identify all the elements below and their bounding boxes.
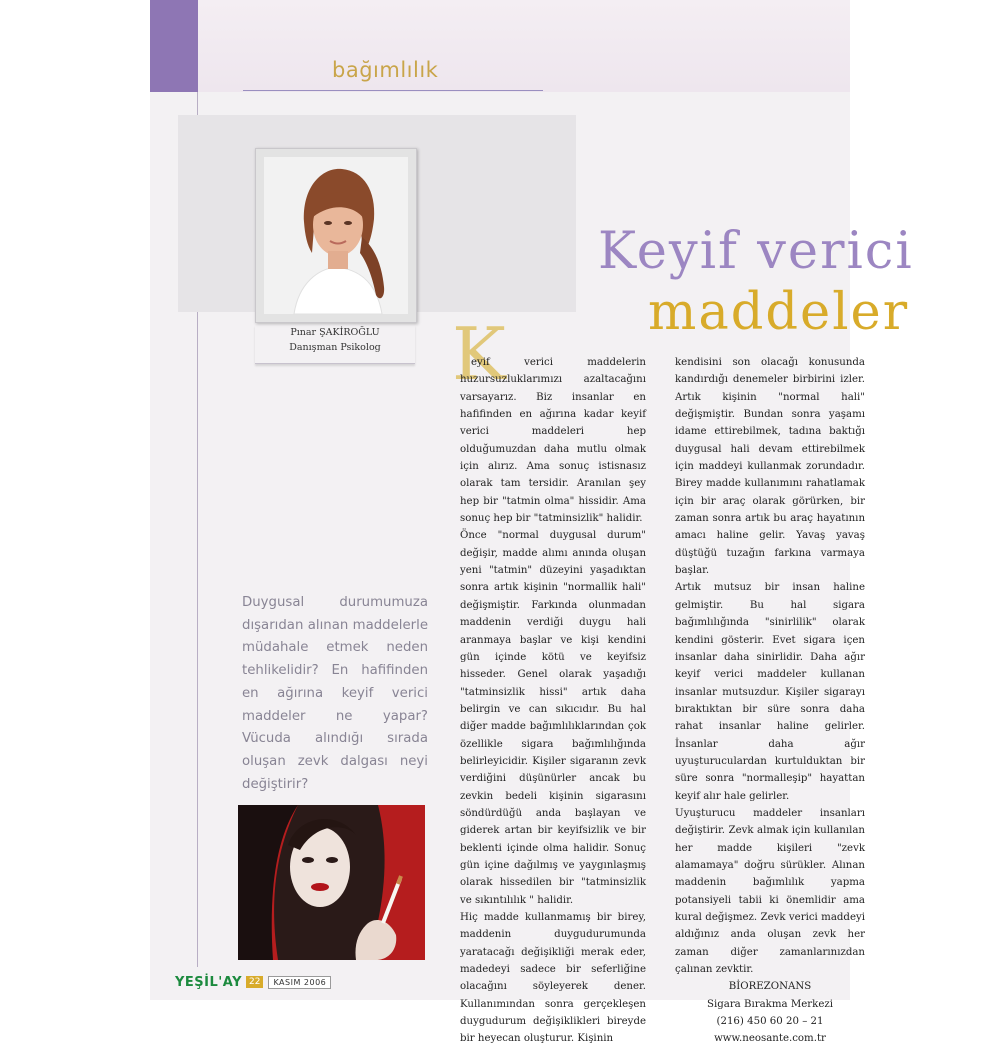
magazine-page [150, 0, 914, 1045]
signature-phone: (216) 450 60 20 – 21 [716, 1016, 824, 1028]
section-title: bağımlılık [332, 58, 439, 82]
issue-date: KASIM 2006 [268, 976, 331, 989]
article-paragraph: Önce "normal duygusal durum" değişir, madde alımı anında oluşan yeni "tatmin" düzeyini yaşadıktan sonra artık kişinin "normallik hali" değişmiştir. Farkında olunmadan maddenin verdiği duygu hali aranmaya başlar ve kişi kendini gün içinde kötü ve keyifsiz hisseder. Genel olarak yaşadığı "tatminsizlik hissi" artık daha belirgin ve can sıkıcıdır. Bu hal diğer madde bağımlılıklarından çok özellikle sigara bağımlılığında belirleyicidir. Kişiler sigaranın zevk verdiğini düşünürler ancak bu zevkin bedeli kişinin sigarasını söndürdüğü anda başlayan ve giderek artan bir keyifsizlik ve bir beklenti içinde olma halidir. Sonuç gün içine dağılmış ve yaygınlaşmış olarak hissedilen bir "tatminsizlik ve sıkıntılılık " halidir. [460, 530, 646, 906]
drop-cap: K [452, 312, 506, 396]
article-column-1 [460, 354, 646, 1048]
smoking-woman-photo [238, 805, 425, 960]
headline-line-2: maddeler [648, 283, 910, 342]
pull-quote: Duygusal durumumuza dışarıdan alınan maddelerle müdahale etmek neden tehlikelidir? En hafifinden en ağırına keyif verici maddeler ne yapar? Vücuda alındığı sırada oluşan zevk dalgası neyi değiştirir? [242, 595, 428, 792]
author-name: Pınar ŞAKİROĞLU [290, 327, 380, 338]
headline-line-1: Keyif verici [598, 222, 914, 281]
signature-org: BİOREZONANS [728, 981, 812, 993]
author-photo [264, 157, 408, 314]
signature-website: www.neosante.com.tr [714, 1033, 826, 1045]
article-column-2 [675, 354, 865, 1048]
yesilay-logo: YEŞİL'AY [175, 974, 242, 990]
section-title-rule [243, 90, 543, 91]
header-band [198, 0, 850, 92]
page-number: 22 [246, 976, 263, 988]
article-paragraph: Uyuşturucu maddeler insanları değiştirir. Zevk almak için kullanılan her madde kişileri "zevk alamamaya" doğru sürükler. Alınan maddenin bağımlılık yapma potansiyeli tabii ki önemlidir ama kural değişmez. Zevk verici maddeyi aldığınız anda oluşan zevk her zaman diğer zamanlarınızdan çalınan zevktir. [675, 807, 865, 976]
author-portrait-image [264, 157, 408, 314]
article-paragraph: Hiç madde kullanmamış bir birey, maddenin duygudurumunda yaratacağı değişikliği merak eder, madedeyi sadece bir seferliğine olacağını söyleyerek dener. Kullanımından sonra gerçekleşen duygudurum değişiklikleri bireyde bir heyecan oluşturur. Kişinin [460, 912, 646, 1045]
signature-center: Sigara Bırakma Merkezi [706, 998, 833, 1010]
smoking-woman-image [238, 805, 425, 960]
article-paragraph: kendisini son olacağı konusunda kandırdığı denemeler birbirini izler. Artık kişinin "normal hali" değişmiştir. Bundan sonra yaşamı idame ettirebilmek, tadına baktığı duygusal hali devam ettirebilmek için maddeyi kullanmak zorundadır. Birey madde kullanımını rahatlamak için bir araç olarak görürken, bir zaman sonra artık bu araç hayatının amacı haline gelir. Yavaş yavaş düştüğü tuzağın farkına varmaya başlar. [675, 357, 865, 577]
author-caption [255, 325, 415, 364]
purple-corner-tab [150, 0, 198, 92]
page-footer [175, 972, 331, 992]
author-title: Danışman Psikolog [289, 342, 381, 353]
article-paragraph: Artık mutsuz bir insan haline gelmiştir. Bu hal sigara bağımlılığında "sinirlilik" olarak kendini gösterir. Evet sigara içen insanlar daha sinirlidir. Daha ağır keyif verici maddeler kullanan insanlar mutsuzdur. Kişiler sigarayı bıraktıktan bir süre sonra daha rahat insanlar haline gelirler. İnsanlar daha ağır uyuşturuculardan kurtulduktan bir süre sonra "normalleşip" hayattan keyif alır hale gelirler. [675, 582, 865, 802]
article-paragraph: eyif verici maddelerin huzursuzluklarımızı azaltacağını varsayarız. Biz insanlar en hafifinden en ağırına kadar keyif verici maddeleri hep olduğumuzdan daha mutlu olmak için alırız. Ama sonuç istisnasız olarak tam tersidir. Aranılan şey hep bir "tatmin olma" hissidir. Ama sonuç hep bir "tatminsizlik" halidir. [460, 357, 646, 525]
source-signature [675, 978, 865, 1047]
author-photo-frame [255, 148, 417, 323]
